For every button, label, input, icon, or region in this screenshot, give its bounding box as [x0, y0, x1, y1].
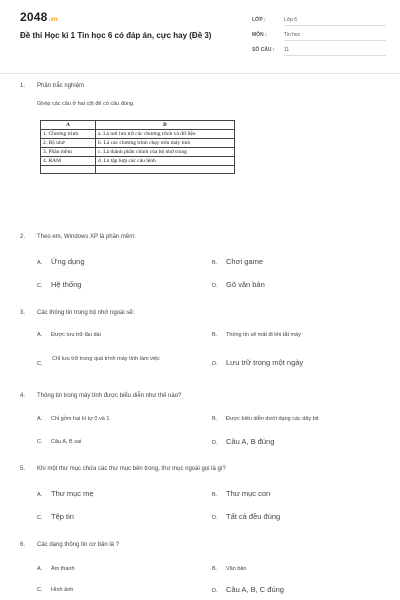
question-4-number: 4.	[20, 393, 26, 399]
question-6-number: 6.	[20, 542, 26, 548]
q4-option-d[interactable]: D. Câu A, B đúng	[212, 437, 275, 446]
table-row	[41, 130, 235, 139]
question-5-number: 5.	[20, 466, 26, 472]
table-cell-a: 4. RAM	[41, 157, 96, 166]
table-cell-b: a. Là nơi lưu trữ các chương trình và dữ liệu	[96, 130, 235, 139]
meta-subject-label: MÔN :	[252, 32, 267, 38]
meta-class-value: Lớp 6	[284, 17, 386, 26]
table-cell-a	[41, 166, 96, 174]
table-cell-b: c. Là thành phần chính của bộ nhớ trong	[96, 148, 235, 157]
q3-option-c[interactable]: C. Chỉ lưu trữ trong quá trình máy tính làm việc	[37, 356, 160, 367]
q2-option-d[interactable]: D. Gõ văn bản	[212, 280, 265, 289]
section-1-number: 1.	[20, 83, 26, 89]
question-3-text: Các thông tin trong bộ nhớ ngoài sẽ:	[37, 310, 135, 316]
q5-option-c[interactable]: C. Tệp tin	[37, 512, 74, 521]
table-row	[41, 148, 235, 157]
question-5-text: Khi một thư mục chứa các thư mục bên trong, thư mục ngoài gọi là gì?	[37, 466, 226, 472]
table-row	[41, 166, 235, 174]
question-2-text: Theo em, Windows XP là phần mềm:	[37, 234, 136, 240]
table-header-a: A	[41, 121, 96, 130]
q6-option-a[interactable]: A. Âm thanh	[37, 566, 75, 572]
section-1-title: Phần trắc nghiệm	[37, 83, 85, 89]
table-row	[41, 139, 235, 148]
q2-option-b[interactable]: B. Chơi game	[212, 257, 264, 266]
q3-option-b[interactable]: B. Thông tin sẽ mất đi khi tắt máy	[212, 332, 301, 338]
header	[0, 0, 400, 72]
q4-option-a[interactable]: A. Chỉ gồm hai kí tự 0 và 1	[37, 416, 110, 422]
meta-class-label: LỚP :	[252, 17, 266, 23]
meta-count-label: SỐ CÂU :	[252, 47, 275, 53]
page-title: Đề thi Học kì 1 Tin học 6 có đáp án, cực hay (Đề 3)	[20, 31, 212, 40]
table-cell-a: 2. Bộ nhớ	[41, 139, 96, 148]
q6-option-d[interactable]: D. Câu A, B, C đúng	[212, 585, 284, 594]
section-1-instruction: Ghép các câu ở hai cột để có câu đúng.	[37, 101, 135, 107]
meta-count-value: 11	[284, 47, 386, 56]
q5-option-d[interactable]: D. Tất cả đều đúng	[212, 512, 281, 521]
question-2-number: 2.	[20, 234, 26, 240]
q2-option-a[interactable]: A. Ứng dụng	[37, 257, 85, 266]
table-header-b: B	[96, 121, 235, 130]
question-4-text: Thông tin trong máy tính được biểu diễn như thế nào?	[37, 393, 182, 399]
q3-option-d[interactable]: D. Lưu trữ trong một ngày	[212, 358, 304, 367]
q2-option-c[interactable]: C. Hệ thống	[37, 280, 82, 289]
q6-option-c[interactable]: C. Hình ảnh	[37, 587, 74, 593]
table-cell-a: 1. Chương trình	[41, 130, 96, 139]
q6-option-b[interactable]: B. Văn bản	[212, 566, 247, 572]
table-cell-b	[96, 166, 235, 174]
q5-option-a[interactable]: A. Thư mục mẹ	[37, 489, 94, 498]
table-row	[41, 157, 235, 166]
meta-subject-value: Tin học	[284, 32, 386, 41]
matching-table	[40, 120, 235, 174]
header-divider	[0, 73, 400, 74]
site-logo[interactable]: 2048.vn	[20, 10, 58, 24]
q4-option-b[interactable]: B. Được biểu diễn dưới dạng các dãy bit	[212, 416, 319, 422]
table-cell-a: 3. Phần mềm	[41, 148, 96, 157]
question-6-text: Các dạng thông tin cơ bản là ?	[37, 542, 119, 548]
q3-option-a[interactable]: A. Được lưu trữ lâu dài	[37, 332, 101, 338]
table-cell-b: b. Là các chương trình chạy trên máy tính	[96, 139, 235, 148]
q5-option-b[interactable]: B. Thư mục con	[212, 489, 271, 498]
question-3-number: 3.	[20, 310, 26, 316]
q4-option-c[interactable]: C. Câu A, B sai	[37, 439, 82, 445]
table-cell-b: d. Là tập hợp các câu lệnh	[96, 157, 235, 166]
